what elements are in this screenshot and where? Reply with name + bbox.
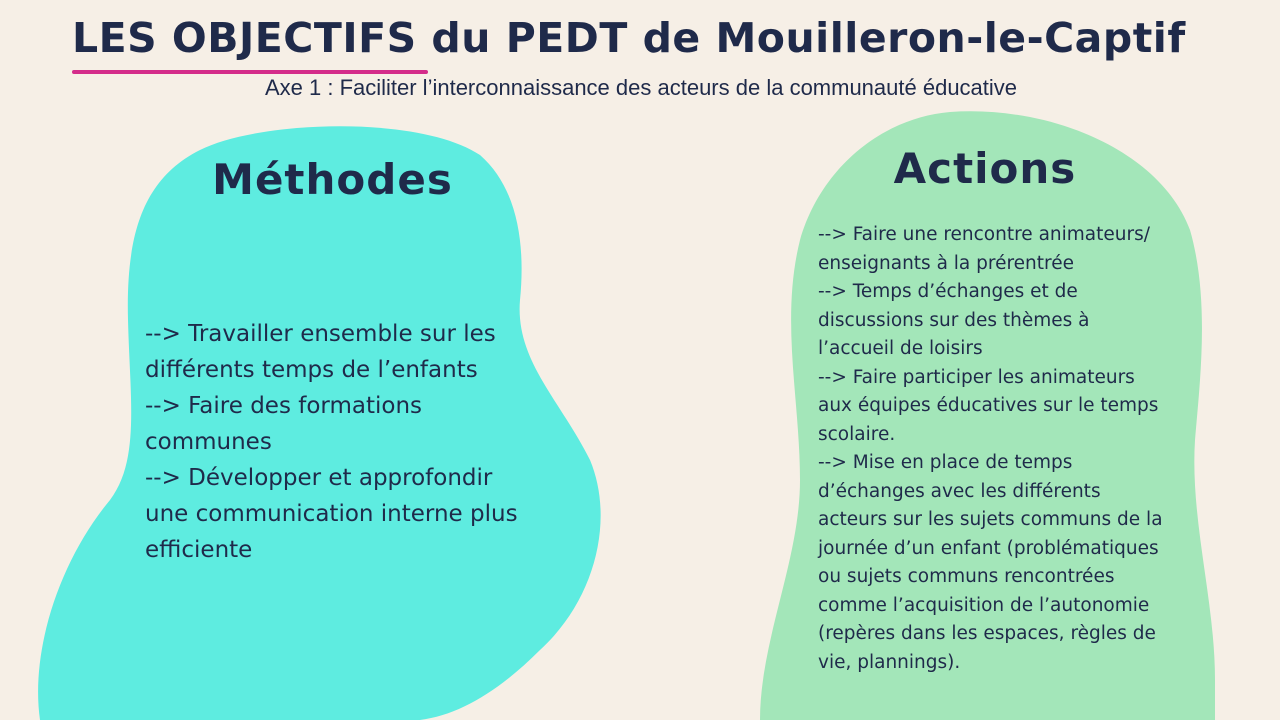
- methodes-item: --> Travailler ensemble sur les différents temps de l’enfants: [145, 321, 496, 383]
- actions-heading: Actions: [893, 144, 1077, 193]
- actions-item: --> Mise en place de temps d’échanges avec les différents acteurs sur les sujets communs de la journée d’un enfant (problématiques ou sujets communs rencontrées comme l’acquisition de l’autonomie (repères dans les espaces, règles de vie, plannings).: [818, 452, 1163, 673]
- title-underline: [72, 70, 428, 74]
- actions-list: [818, 221, 1168, 677]
- page-subtitle: Axe 1 : Faciliter l’interconnaissance des acteurs de la communauté éducative: [264, 75, 1018, 100]
- title-rest: du PEDT de Mouilleron-le-Captif: [416, 14, 1186, 62]
- page-title: [72, 14, 1186, 62]
- actions-item: --> Faire participer les animateurs aux équipes éducatives sur le temps scolaire.: [818, 366, 1159, 445]
- methodes-list: [145, 316, 540, 568]
- title-highlight: LES OBJECTIFS: [72, 14, 417, 62]
- methodes-item: --> Faire des formations communes: [145, 393, 422, 455]
- methodes-item: --> Développer et approfondir une communication interne plus efficiente: [145, 465, 518, 563]
- methodes-heading: Méthodes: [212, 155, 453, 204]
- actions-item: --> Temps d’échanges et de discussions sur des thèmes à l’accueil de loisirs: [818, 281, 1090, 359]
- actions-item: --> Faire une rencontre animateurs/ enseignants à la prérentrée: [818, 224, 1150, 274]
